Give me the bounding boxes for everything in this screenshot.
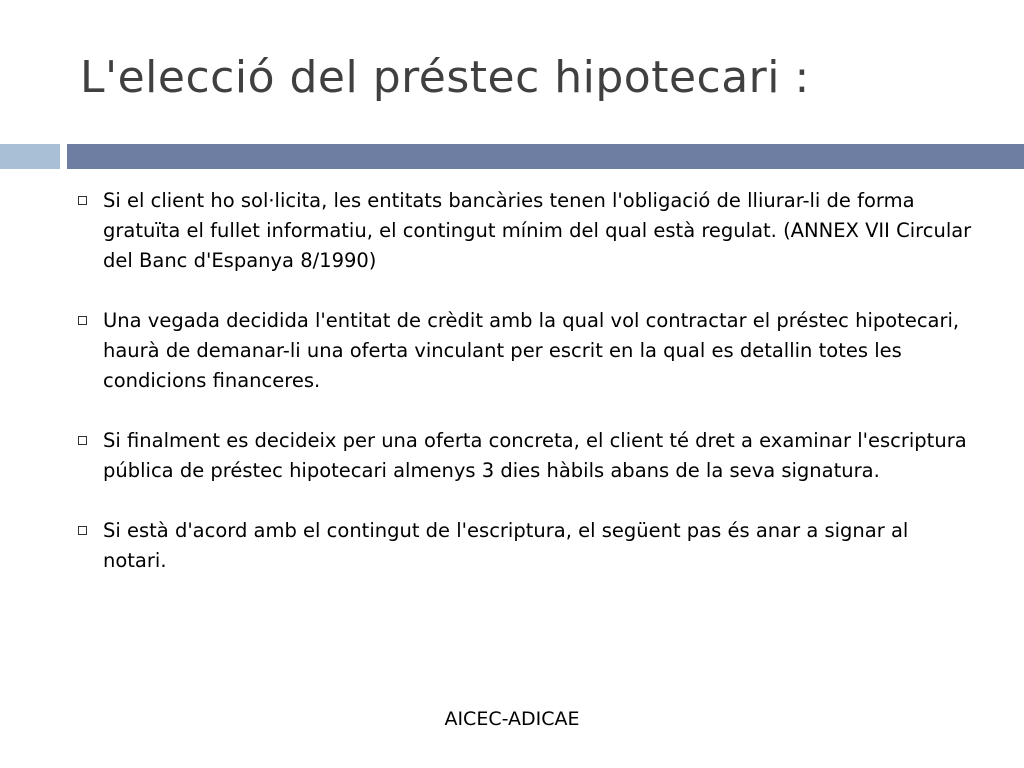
bullet-text: Si està d'acord amb el contingut de l'escriptura, el següent pas és anar a signar al notari. xyxy=(103,519,909,572)
footer-text: AICEC-ADICAE xyxy=(444,708,580,730)
bullet-item-1 xyxy=(78,186,978,276)
bullet-item-4 xyxy=(78,516,978,576)
title-divider-accent-bar xyxy=(0,144,60,169)
bullet-text: Una vegada decidida l'entitat de crèdit amb la qual vol contractar el préstec hipotecari, haurà de demanar-li una oferta vinculant per escrit en la qual es detallin totes les condicions financeres. xyxy=(103,309,960,392)
bullet-item-2 xyxy=(78,306,978,396)
slide-title: L'elecció del préstec hipotecari : xyxy=(80,52,810,103)
hollow-square-bullet-icon xyxy=(78,196,87,205)
hollow-square-bullet-icon xyxy=(78,316,87,325)
bullet-list xyxy=(78,186,978,606)
bullet-text: Si el client ho sol·licita, les entitats bancàries tenen l'obligació de lliurar-li de forma gratuïta el fullet informatiu, el contingut mínim del qual està regulat. (ANNEX VII Circular del Banc d'Espanya 8/1990) xyxy=(103,189,972,272)
bullet-item-3 xyxy=(78,426,978,486)
bullet-text: Si finalment es decideix per una oferta concreta, el client té dret a examinar l'escriptura pública de préstec hipotecari almenys 3 dies hàbils abans de la seva signatura. xyxy=(103,429,967,482)
hollow-square-bullet-icon xyxy=(78,436,87,445)
title-divider-bar xyxy=(67,144,1024,169)
hollow-square-bullet-icon xyxy=(78,526,87,535)
